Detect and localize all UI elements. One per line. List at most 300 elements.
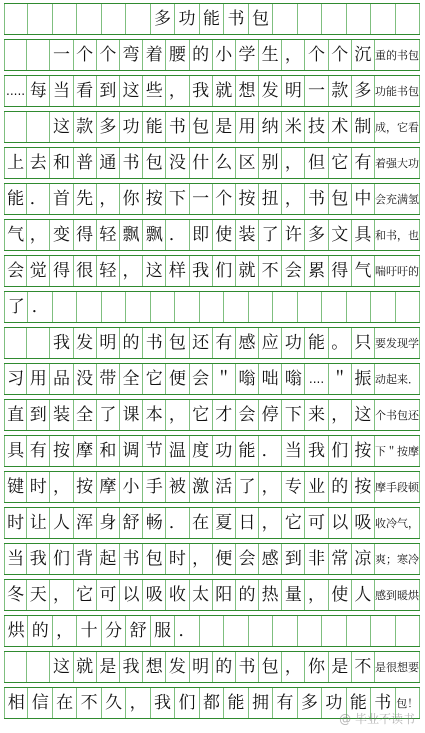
- grid-cell: 么: [213, 148, 236, 178]
- grid-cell: 它: [329, 148, 352, 178]
- grid-cell: 些: [143, 76, 166, 106]
- grid-cell: 书: [143, 328, 166, 358]
- grid-cell: 扭: [259, 184, 282, 214]
- grid-cell: 样: [166, 256, 189, 286]
- grid-cell: 是: [329, 652, 352, 682]
- grid-cell: ，: [50, 472, 73, 502]
- grid-cell: [151, 292, 175, 322]
- grid-cell: 没: [166, 148, 189, 178]
- grid-cell: 有: [352, 148, 375, 178]
- text-row: [4, 615, 420, 647]
- grid-cell: 的: [213, 652, 236, 682]
- grid-cell: [77, 292, 101, 322]
- grid-cell: 活: [213, 472, 236, 502]
- grid-cell: 让: [27, 508, 50, 538]
- grid-cell: 发: [74, 328, 97, 358]
- grid-cell: 会: [236, 400, 259, 430]
- grid-cell: 下: [282, 400, 305, 430]
- grid-cell: 功: [175, 4, 199, 34]
- grid-cell: 包: [143, 148, 166, 178]
- grid-cell: 了: [97, 400, 120, 430]
- grid-cell: 具: [352, 220, 375, 250]
- grid-cell: 专: [282, 472, 305, 502]
- grid-cell: 有: [213, 328, 236, 358]
- grid-cell: 术: [329, 112, 352, 142]
- grid-cell: 习: [4, 364, 27, 394]
- grid-cell: 停: [259, 400, 282, 430]
- grid-cell: 是很想要: [375, 652, 420, 682]
- grid-cell: 用: [27, 364, 50, 394]
- grid-cell: ，: [27, 220, 50, 250]
- grid-cell: 多: [97, 112, 120, 142]
- grid-cell: 键: [4, 472, 27, 502]
- grid-cell: [273, 4, 297, 34]
- grid-cell: ，: [259, 472, 282, 502]
- grid-cell: 包: [190, 112, 213, 142]
- grid-cell: [298, 4, 322, 34]
- grid-cell: 能: [236, 436, 259, 466]
- grid-cell: 很: [74, 256, 97, 286]
- grid-cell: 都: [200, 688, 224, 718]
- grid-cell: 本: [143, 400, 166, 430]
- grid-cell: [298, 616, 322, 646]
- grid-cell: 一: [50, 40, 73, 70]
- grid-cell: 觉: [27, 256, 50, 286]
- grid-cell: 温: [166, 436, 189, 466]
- grid-cell: 不: [77, 688, 101, 718]
- grid-cell: 纳: [259, 112, 282, 142]
- grid-cell: 舒: [120, 508, 143, 538]
- grid-cell: 我: [50, 328, 73, 358]
- grid-cell: ，: [97, 184, 120, 214]
- text-row: [4, 651, 420, 683]
- grid-cell: 是: [97, 652, 120, 682]
- grid-cell: 在: [53, 688, 77, 718]
- grid-cell: 一: [190, 184, 213, 214]
- grid-cell: 每: [27, 76, 50, 106]
- grid-cell: .....: [4, 76, 27, 106]
- text-row: [4, 435, 420, 467]
- grid-cell: 这: [352, 400, 375, 430]
- grid-cell: 全: [74, 400, 97, 430]
- grid-cell: 它: [282, 508, 305, 538]
- grid-cell: 轻: [97, 220, 120, 250]
- grid-cell: 文: [329, 220, 352, 250]
- grid-cell: 分: [102, 616, 126, 646]
- grid-cell: 烘: [4, 616, 28, 646]
- grid-cell: 常: [329, 544, 352, 574]
- grid-cell: 度: [190, 436, 213, 466]
- grid-cell: 包！: [396, 688, 420, 718]
- grid-cell: 嗡: [282, 364, 305, 394]
- grid-cell: 便: [213, 544, 236, 574]
- grid-cell: 去: [27, 148, 50, 178]
- grid-cell: 的: [190, 40, 213, 70]
- grid-cell: 振: [352, 364, 375, 394]
- grid-cell: 不: [259, 256, 282, 286]
- grid-cell: [175, 292, 199, 322]
- grid-cell: 了: [236, 472, 259, 502]
- grid-cell: 书: [166, 112, 189, 142]
- grid-cell: 天: [27, 580, 50, 610]
- text-row: [4, 543, 420, 575]
- grid-cell: 吸: [352, 508, 375, 538]
- grid-cell: 但: [305, 148, 328, 178]
- grid-cell: 背: [74, 544, 97, 574]
- grid-cell: ，: [259, 508, 282, 538]
- grid-cell: 这: [50, 112, 73, 142]
- text-row: [4, 327, 420, 359]
- grid-cell: ，: [329, 400, 352, 430]
- grid-cell: 来: [305, 400, 328, 430]
- grid-cell: 全: [120, 364, 143, 394]
- grid-cell: 十: [77, 616, 101, 646]
- grid-cell: 摩: [97, 472, 120, 502]
- grid-cell: 了: [259, 220, 282, 250]
- grid-cell: 着: [143, 40, 166, 70]
- grid-cell: 变: [50, 220, 73, 250]
- grid-cell: 个: [97, 40, 120, 70]
- grid-cell: 带: [97, 364, 120, 394]
- grid-cell: 会: [236, 544, 259, 574]
- grid-cell: 手: [143, 472, 166, 502]
- grid-cell: 首: [50, 184, 73, 214]
- grid-cell: 技: [305, 112, 328, 142]
- grid-cell: 感: [259, 544, 282, 574]
- grid-cell: 相: [4, 688, 28, 718]
- grid-cell: 包: [329, 184, 352, 214]
- grid-cell: 服: [151, 616, 175, 646]
- grid-cell: 的: [28, 616, 52, 646]
- grid-cell: 久: [102, 688, 126, 718]
- grid-cell: 畅: [143, 508, 166, 538]
- grid-cell: 浑: [74, 508, 97, 538]
- text-row: [4, 471, 420, 503]
- grid-cell: [4, 328, 27, 358]
- grid-cell: [77, 4, 101, 34]
- grid-cell: 是: [213, 112, 236, 142]
- grid-cell: 按: [74, 472, 97, 502]
- grid-cell: 米: [282, 112, 305, 142]
- grid-cell: 个: [305, 40, 328, 70]
- grid-cell: 个: [329, 40, 352, 70]
- grid-cell: 书: [236, 652, 259, 682]
- grid-cell: 你: [120, 184, 143, 214]
- grid-cell: [126, 4, 150, 34]
- grid-cell: 在: [190, 508, 213, 538]
- grid-cell: 我: [120, 652, 143, 682]
- grid-cell: 个书包还: [375, 400, 420, 430]
- grid-cell: [27, 652, 50, 682]
- grid-cell: 调: [120, 436, 143, 466]
- text-row: [4, 183, 420, 215]
- grid-cell: ，: [305, 580, 328, 610]
- grid-cell: 们: [50, 544, 73, 574]
- grid-cell: 起: [97, 544, 120, 574]
- grid-cell: 就: [74, 652, 97, 682]
- grid-cell: [224, 292, 248, 322]
- grid-cell: 摩手段顿: [375, 472, 420, 502]
- grid-cell: 你: [305, 652, 328, 682]
- grid-cell: 下＂按摩: [375, 436, 420, 466]
- grid-cell: 多: [151, 4, 175, 34]
- title-row: [4, 3, 420, 35]
- grid-cell: 凉: [352, 544, 375, 574]
- text-row: [4, 219, 420, 251]
- grid-cell: 就: [213, 76, 236, 106]
- grid-cell: 有: [273, 688, 297, 718]
- grid-cell: 的: [236, 580, 259, 610]
- grid-cell: 书: [120, 544, 143, 574]
- grid-cell: 它: [143, 364, 166, 394]
- grid-cell: 的: [120, 328, 143, 358]
- grid-cell: ．: [28, 292, 52, 322]
- grid-cell: 动起来．: [375, 364, 420, 394]
- grid-cell: 直: [4, 400, 27, 430]
- grid-cell: 到: [27, 400, 50, 430]
- grid-cell: [4, 4, 28, 34]
- grid-cell: 着强大功: [375, 148, 420, 178]
- grid-cell: 能: [200, 4, 224, 34]
- grid-cell: 别: [259, 148, 282, 178]
- grid-cell: ，: [282, 148, 305, 178]
- grid-cell: [27, 112, 50, 142]
- grid-cell: [126, 292, 150, 322]
- grid-cell: 不: [352, 652, 375, 682]
- grid-cell: [322, 616, 346, 646]
- grid-cell: 发: [259, 76, 282, 106]
- grid-cell: 能: [305, 328, 328, 358]
- grid-cell: 一: [305, 76, 328, 106]
- grid-cell: 功: [322, 688, 346, 718]
- grid-cell: 包: [259, 652, 282, 682]
- grid-cell: 区: [236, 148, 259, 178]
- grid-cell: 嗡: [236, 364, 259, 394]
- grid-cell: 到: [282, 544, 305, 574]
- grid-cell: 以: [329, 508, 352, 538]
- grid-cell: 收冷气，: [375, 508, 420, 538]
- grid-cell: 会: [4, 256, 27, 286]
- grid-cell: 时: [4, 508, 27, 538]
- grid-cell: 轻: [97, 256, 120, 286]
- grid-cell: [298, 292, 322, 322]
- grid-cell: [53, 292, 77, 322]
- grid-cell: 阳: [213, 580, 236, 610]
- grid-cell: 明: [282, 76, 305, 106]
- grid-cell: 包: [249, 4, 273, 34]
- grid-cell: ，: [166, 400, 189, 430]
- grid-cell: 想: [236, 76, 259, 106]
- grid-cell: ，: [120, 256, 143, 286]
- grid-cell: ．: [27, 184, 50, 214]
- grid-cell: 书: [371, 688, 395, 718]
- grid-cell: 个: [213, 184, 236, 214]
- grid-cell: [273, 616, 297, 646]
- grid-cell: 我: [190, 256, 213, 286]
- grid-cell: 款: [74, 112, 97, 142]
- grid-cell: 得: [74, 220, 97, 250]
- grid-cell: [200, 616, 224, 646]
- grid-cell: 这: [120, 76, 143, 106]
- grid-cell: [249, 616, 273, 646]
- grid-cell: [396, 4, 420, 34]
- grid-cell: 时: [166, 544, 189, 574]
- grid-cell: 弯: [120, 40, 143, 70]
- grid-cell: [102, 292, 126, 322]
- grid-cell: 发: [166, 652, 189, 682]
- grid-cell: 制: [352, 112, 375, 142]
- grid-cell: [396, 292, 420, 322]
- grid-cell: 能: [347, 688, 371, 718]
- grid-cell: 普: [74, 148, 97, 178]
- text-row: [4, 579, 420, 611]
- grid-cell: 的: [329, 472, 352, 502]
- grid-cell: 能: [224, 688, 248, 718]
- grid-cell: 按: [352, 436, 375, 466]
- grid-cell: 飘: [120, 220, 143, 250]
- grid-cell: 会充满氢: [375, 184, 420, 214]
- grid-cell: [371, 4, 395, 34]
- grid-cell: ．: [166, 508, 189, 538]
- grid-cell: 没: [74, 364, 97, 394]
- grid-cell: ，: [126, 688, 150, 718]
- grid-cell: 可: [97, 580, 120, 610]
- grid-cell: [347, 4, 371, 34]
- grid-cell: 装: [50, 400, 73, 430]
- grid-cell: 腰: [166, 40, 189, 70]
- grid-cell: 款: [329, 76, 352, 106]
- grid-cell: 喘吁吁的: [375, 256, 420, 286]
- grid-cell: ，: [50, 580, 73, 610]
- grid-cell: [371, 616, 395, 646]
- text-row: [4, 39, 420, 71]
- grid-cell: 只: [352, 328, 375, 358]
- grid-cell: 具: [4, 436, 27, 466]
- grid-cell: [249, 292, 273, 322]
- grid-cell: 了: [4, 292, 28, 322]
- grid-cell: 当: [4, 544, 27, 574]
- grid-cell: 中: [352, 184, 375, 214]
- grid-cell: 和: [50, 148, 73, 178]
- grid-cell: 按: [236, 184, 259, 214]
- grid-cell: [53, 4, 77, 34]
- grid-cell: 激: [190, 472, 213, 502]
- grid-cell: 会: [190, 364, 213, 394]
- grid-cell: 信: [28, 688, 52, 718]
- grid-cell: 多: [352, 76, 375, 106]
- grid-cell: 即: [190, 220, 213, 250]
- grid-cell: 能: [143, 112, 166, 142]
- grid-cell: 收: [166, 580, 189, 610]
- grid-cell: 使: [213, 220, 236, 250]
- grid-cell: 时: [27, 472, 50, 502]
- grid-cell: 沉: [352, 40, 375, 70]
- grid-cell: 多: [305, 220, 328, 250]
- grid-cell: 书: [120, 148, 143, 178]
- grid-cell: 可: [305, 508, 328, 538]
- text-row: [4, 255, 420, 287]
- grid-cell: 通: [97, 148, 120, 178]
- grid-cell: [102, 4, 126, 34]
- grid-cell: 吸: [143, 580, 166, 610]
- grid-cell: 太: [190, 580, 213, 610]
- grid-cell: 身: [97, 508, 120, 538]
- grid-cell: 飘: [143, 220, 166, 250]
- grid-cell: 得: [50, 256, 73, 286]
- grid-cell: 许: [282, 220, 305, 250]
- grid-cell: ，: [166, 76, 189, 106]
- grid-cell: 小: [213, 40, 236, 70]
- grid-cell: 想: [143, 652, 166, 682]
- grid-cell: 它: [74, 580, 97, 610]
- grid-cell: 便: [166, 364, 189, 394]
- grid-cell: ，: [190, 544, 213, 574]
- grid-cell: 这: [50, 652, 73, 682]
- text-row: [4, 147, 420, 179]
- grid-cell: 拥: [249, 688, 273, 718]
- grid-cell: 会: [282, 256, 305, 286]
- grid-cell: 当: [50, 76, 73, 106]
- grid-cell: 功: [213, 436, 236, 466]
- grid-cell: 我: [190, 76, 213, 106]
- grid-cell: 先: [74, 184, 97, 214]
- grid-cell: [347, 292, 371, 322]
- grid-cell: 用: [236, 112, 259, 142]
- grid-cell: ．: [175, 616, 199, 646]
- grid-cell: [322, 292, 346, 322]
- grid-cell: 才: [213, 400, 236, 430]
- grid-cell: [396, 616, 420, 646]
- grid-cell: 什: [190, 148, 213, 178]
- grid-cell: 冬: [4, 580, 27, 610]
- grid-cell: 业: [305, 472, 328, 502]
- grid-cell: 们: [329, 436, 352, 466]
- grid-cell: 我: [27, 544, 50, 574]
- grid-cell: 非: [305, 544, 328, 574]
- grid-cell: 应: [259, 328, 282, 358]
- grid-cell: 舒: [126, 616, 150, 646]
- grid-cell: 感到暖烘: [375, 580, 420, 610]
- grid-cell: 到: [97, 76, 120, 106]
- grid-cell: 还: [190, 328, 213, 358]
- grid-cell: 下: [166, 184, 189, 214]
- text-row: [4, 363, 420, 395]
- grid-cell: [224, 616, 248, 646]
- grid-cell: 这: [143, 256, 166, 286]
- grid-cell: 生: [259, 40, 282, 70]
- grid-cell: 按: [143, 184, 166, 214]
- grid-cell: 个: [74, 40, 97, 70]
- grid-cell: 咄: [259, 364, 282, 394]
- grid-cell: ，: [282, 652, 305, 682]
- grid-cell: 被: [166, 472, 189, 502]
- grid-cell: 节: [143, 436, 166, 466]
- grid-cell: [371, 292, 395, 322]
- grid-cell: 学: [236, 40, 259, 70]
- grid-cell: 和: [97, 436, 120, 466]
- grid-cell: 量: [282, 580, 305, 610]
- grid-cell: 明: [190, 652, 213, 682]
- grid-cell: 重的书包: [375, 40, 420, 70]
- grid-cell: 气: [4, 220, 27, 250]
- grid-cell: 课: [120, 400, 143, 430]
- grid-cell: 我: [305, 436, 328, 466]
- grid-cell: 书: [224, 4, 248, 34]
- grid-cell: ．: [166, 220, 189, 250]
- text-row: [4, 507, 420, 539]
- grid-cell: 人: [352, 580, 375, 610]
- grid-cell: 它: [190, 400, 213, 430]
